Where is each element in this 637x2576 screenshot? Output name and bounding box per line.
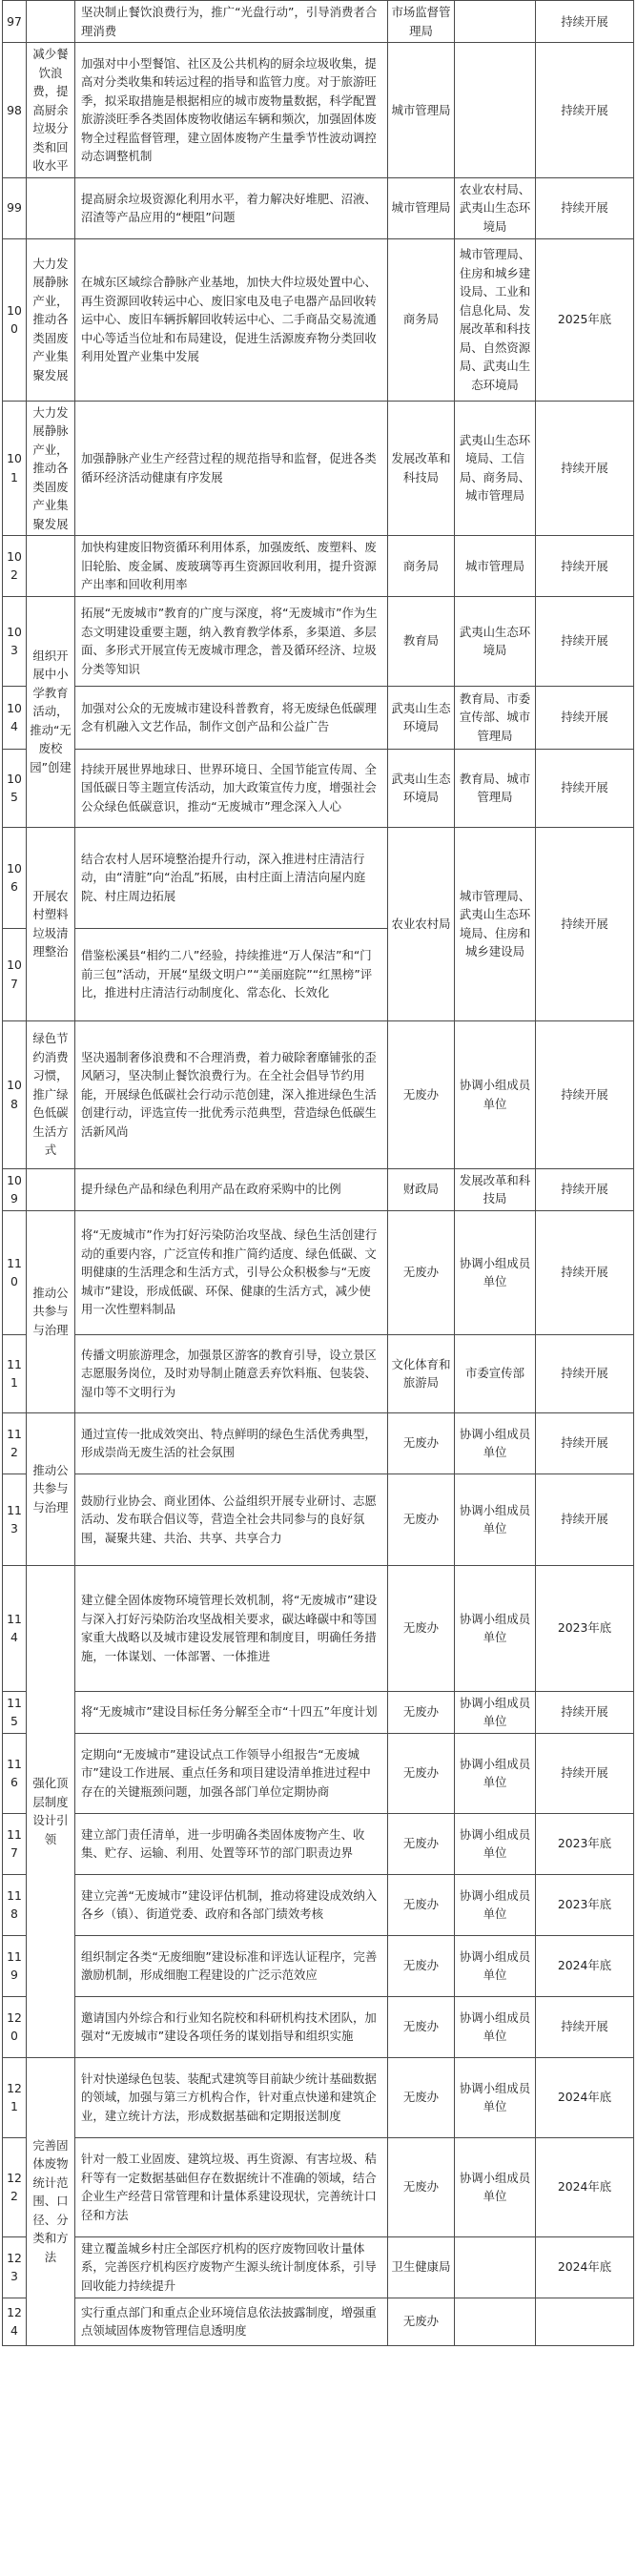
table-row (3, 2137, 634, 2236)
task-description: 借鉴松溪县“相约二八”经验，持续推进“万人保洁”和“门前三包”活动，开展“星级文明户”“美丽庭院”“红黑榜”评比，推进村庄清洁行动制度化、常态化、长效化 (75, 928, 388, 1020)
table-row (3, 686, 634, 749)
completion-time: 持续开展 (536, 1168, 634, 1210)
lead-department: 城市管理局 (388, 177, 455, 238)
lead-department: 无废办 (388, 1473, 455, 1565)
category-cell: 推动公共参与与治理 (27, 1412, 75, 1565)
task-description: 组织制定各类“无废细胞”建设标准和评选认证程序，完善激励机制，形成细胞工程建设的广泛示范效应 (75, 1935, 388, 1996)
category-cell: 完善固体废物统计范围、口径、分类和方法 (27, 2057, 75, 2345)
table-row (3, 536, 634, 597)
row-number: 117 (3, 1813, 27, 1874)
lead-department: 无废办 (388, 1996, 455, 2057)
task-description: 邀请国内外综合和行业知名院校和科研机构技术团队，加强对“无废城市”建设各项任务的谋划指导和组织实施 (75, 1996, 388, 2057)
lead-department: 武夷山生态环境局 (388, 686, 455, 749)
task-description: 针对一般工业固废、建筑垃圾、再生资源、有害垃圾、秸秆等有一定数据基础但存在数据统计不准确的领域，结合企业生产经营日常管理和计量体系建设现状，完善统计口径和方法 (75, 2137, 388, 2236)
lead-department: 农业农村局 (388, 827, 455, 1020)
task-description: 针对快递绿色包装、装配式建筑等目前缺少统计基础数据的领域，加强与第三方机构合作，针对重点快递和建筑企业，建立统计方法，形成数据基础和定期报送制度 (75, 2057, 388, 2137)
lead-department: 卫生健康局 (388, 2236, 455, 2298)
row-number: 102 (3, 536, 27, 597)
table-row (3, 43, 634, 178)
lead-department: 无废办 (388, 1565, 455, 1691)
row-number: 109 (3, 1168, 27, 1210)
category-cell: 强化顶层制度设计引领 (27, 1565, 75, 2057)
cooperating-departments: 城市管理局、住房和城乡建设局、工业和信息化局、发展改革和科技局、自然资源局、武夷山生态环境局 (455, 238, 536, 401)
table-row (3, 238, 634, 401)
table-row (3, 177, 634, 238)
lead-department: 商务局 (388, 238, 455, 401)
row-number: 97 (3, 1, 27, 43)
completion-time: 持续开展 (536, 749, 634, 827)
row-number: 122 (3, 2137, 27, 2236)
row-number: 119 (3, 1935, 27, 1996)
lead-department: 无废办 (388, 1691, 455, 1733)
category-cell: 大力发展静脉产业，推动各类固废产业集聚发展 (27, 238, 75, 401)
row-number: 103 (3, 596, 27, 686)
task-description: 在城东区域综合静脉产业基地，加快大件垃圾处置中心、再生资源回收转运中心、废旧家电及电子电器产品回收转运中心、废旧车辆拆解回收转运中心、二手商品交易流通中心等适当位址和布局建设，促进生活源废弃物分类回收利用处置产业集中发展 (75, 238, 388, 401)
row-number: 107 (3, 928, 27, 1020)
cooperating-departments (455, 2298, 536, 2345)
lead-department: 无废办 (388, 1412, 455, 1473)
completion-time: 2024年底 (536, 2236, 634, 2298)
completion-time: 持续开展 (536, 1691, 634, 1733)
cooperating-departments: 协调小组成员单位 (455, 1996, 536, 2057)
task-description: 坚决制止餐饮浪费行为，推广“光盘行动”，引导消费者合理消费 (75, 1, 388, 43)
task-description: 加强对中小型餐馆、社区及公共机构的厨余垃圾收集，提高对分类收集和转运过程的指导和监管力度。对于旅游旺季，拟采取措施是根据相应的城市废物量数据，科学配置旅游淡旺季各类固体废物收储运车辆和频次，加强固体废物全过程监督管理，建立固体废物产生量季节性波动调控动态调整机制 (75, 43, 388, 178)
row-number: 124 (3, 2298, 27, 2345)
table-row (3, 1020, 634, 1168)
cooperating-departments: 城市管理局 (455, 536, 536, 597)
cooperating-departments (455, 2236, 536, 2298)
completion-time: 2023年底 (536, 1813, 634, 1874)
row-number: 112 (3, 1412, 27, 1473)
task-description: 持续开展世界地球日、世界环境日、全国节能宣传周、全国低碳日等主题宣传活动，加大政策宣传力度，增强社会公众绿色低碳意识，推动“无废城市”理念深入人心 (75, 749, 388, 827)
completion-time: 持续开展 (536, 686, 634, 749)
cooperating-departments: 协调小组成员单位 (455, 1733, 536, 1813)
lead-department: 武夷山生态环境局 (388, 749, 455, 827)
lead-department: 财政局 (388, 1168, 455, 1210)
table-row (3, 2057, 634, 2137)
lead-department: 无废办 (388, 1813, 455, 1874)
category-cell (27, 1, 75, 43)
table-row (3, 1210, 634, 1334)
completion-time: 持续开展 (536, 1412, 634, 1473)
lead-department: 无废办 (388, 1210, 455, 1334)
task-table-grid (2, 0, 634, 2346)
table-row (3, 596, 634, 686)
category-cell: 推动公共参与与治理 (27, 1210, 75, 1412)
row-number: 111 (3, 1334, 27, 1412)
lead-department: 商务局 (388, 536, 455, 597)
table-row (3, 1, 634, 43)
completion-time: 持续开展 (536, 1020, 634, 1168)
cooperating-departments: 协调小组成员单位 (455, 1813, 536, 1874)
table-row (3, 1168, 634, 1210)
row-number: 100 (3, 238, 27, 401)
row-number: 120 (3, 1996, 27, 2057)
task-description: 加快构建废旧物资循环利用体系，加强废纸、废塑料、废旧轮胎、废金属、废玻璃等再生资源回收利用，提升资源产出率和回收利用率 (75, 536, 388, 597)
completion-time: 持续开展 (536, 1996, 634, 2057)
category-cell: 开展农村塑料垃圾清理整治 (27, 827, 75, 1020)
row-number: 106 (3, 827, 27, 928)
row-number: 123 (3, 2236, 27, 2298)
lead-department: 无废办 (388, 1874, 455, 1935)
completion-time: 持续开展 (536, 43, 634, 178)
completion-time: 持续开展 (536, 1, 634, 43)
task-description: 拓展“无废城市”教育的广度与深度，将“无废城市”作为生态文明建设重要主题，纳入教育教学体系，多渠道、多层面、多形式开展宣传无废城市理念，普及循环经济、垃圾分类等知识 (75, 596, 388, 686)
task-description: 提高厨余垃圾资源化利用水平，着力解决好堆肥、沼液、沼渣等产品应用的“梗阻”问题 (75, 177, 388, 238)
cooperating-departments: 协调小组成员单位 (455, 2057, 536, 2137)
lead-department: 无废办 (388, 2057, 455, 2137)
cooperating-departments (455, 1, 536, 43)
task-description: 建立完善“无废城市”建设评估机制，推动将建设成效纳入各乡（镇）、街道党委、政府和各部门绩效考核 (75, 1874, 388, 1935)
lead-department: 无废办 (388, 1020, 455, 1168)
cooperating-departments: 武夷山生态环境局、工信局、商务局、城市管理局 (455, 401, 536, 536)
table-row (3, 1813, 634, 1874)
row-number: 118 (3, 1874, 27, 1935)
cooperating-departments: 协调小组成员单位 (455, 1210, 536, 1334)
completion-time: 持续开展 (536, 1210, 634, 1334)
lead-department: 无废办 (388, 2137, 455, 2236)
lead-department: 市场监督管理局 (388, 1, 455, 43)
task-description: 传播文明旅游理念，加强景区游客的教育引导，设立景区志愿服务岗位，及时劝导制止随意丢弃饮料瓶、包装袋、湿巾等不文明行为 (75, 1334, 388, 1412)
completion-time: 持续开展 (536, 177, 634, 238)
completion-time: 持续开展 (536, 827, 634, 1020)
completion-time: 2024年底 (536, 2137, 634, 2236)
cooperating-departments: 协调小组成员单位 (455, 1874, 536, 1935)
lead-department: 无废办 (388, 1733, 455, 1813)
category-cell (27, 536, 75, 597)
row-number: 105 (3, 749, 27, 827)
completion-time: 持续开展 (536, 1473, 634, 1565)
table-row (3, 1996, 634, 2057)
completion-time: 2023年底 (536, 1874, 634, 1935)
row-number: 110 (3, 1210, 27, 1334)
cooperating-departments: 协调小组成员单位 (455, 1020, 536, 1168)
row-number: 115 (3, 1691, 27, 1733)
task-description: 定期向“无废城市”建设试点工作领导小组报告“无废城市”建设工作进展、重点任务和项目建设清单推进过程中存在的关键瓶颈问题，加强各部门单位定期协商 (75, 1733, 388, 1813)
table-row (3, 1565, 634, 1691)
task-description: 通过宣传一批成效突出、特点鲜明的绿色生活优秀典型，形成崇尚无废生活的社会氛围 (75, 1412, 388, 1473)
task-description: 建立覆盖城乡村庄全部医疗机构的医疗废物回收计量体系，完善医疗机构医疗废物产生源头统计制度体系，引导回收能力持续提升 (75, 2236, 388, 2298)
task-description: 结合农村人居环境整治提升行动，深入推进村庄清洁行动，由“清脏”向“治乱”拓展，由村庄面上清洁向屋内庭院、村庄周边拓展 (75, 827, 388, 928)
cooperating-departments: 协调小组成员单位 (455, 1565, 536, 1691)
lead-department: 无废办 (388, 1935, 455, 1996)
table-row (3, 827, 634, 928)
completion-time: 持续开展 (536, 536, 634, 597)
table-row (3, 1334, 634, 1412)
cooperating-departments: 发展改革和科技局 (455, 1168, 536, 1210)
lead-department: 城市管理局 (388, 43, 455, 178)
cooperating-departments: 协调小组成员单位 (455, 1412, 536, 1473)
task-description: 鼓励行业协会、商业团体、公益组织开展专业研讨、志愿活动、发布联合倡议等，营造全社会共同参与的良好氛围，凝聚共建、共治、共享、共享合力 (75, 1473, 388, 1565)
table-row (3, 2236, 634, 2298)
completion-time: 2025年底 (536, 238, 634, 401)
completion-time (536, 2298, 634, 2345)
completion-time: 2024年底 (536, 2057, 634, 2137)
task-description: 加强对公众的无废城市建设科普教育，将无废绿色低碳理念有机融入文艺作品，制作文创产品和公益广告 (75, 686, 388, 749)
task-description: 实行重点部门和重点企业环境信息依法披露制度，增强重点领域固体废物管理信息透明度 (75, 2298, 388, 2345)
lead-department: 发展改革和科技局 (388, 401, 455, 536)
task-description: 将“无废城市”建设目标任务分解至全市“十四五”年度计划 (75, 1691, 388, 1733)
cooperating-departments: 协调小组成员单位 (455, 1473, 536, 1565)
cooperating-departments: 协调小组成员单位 (455, 1691, 536, 1733)
table-row (3, 749, 634, 827)
category-cell: 大力发展静脉产业，推动各类固废产业集聚发展 (27, 401, 75, 536)
cooperating-departments (455, 43, 536, 178)
row-number: 113 (3, 1473, 27, 1565)
lead-department: 文化体育和旅游局 (388, 1334, 455, 1412)
category-cell: 组织开展中小学教育活动，推动“无废校园”创建 (27, 596, 75, 827)
category-cell (27, 177, 75, 238)
cooperating-departments: 市委宣传部 (455, 1334, 536, 1412)
task-description: 加强静脉产业生产经营过程的规范指导和监督，促进各类循环经济活动健康有序发展 (75, 401, 388, 536)
lead-department: 教育局 (388, 596, 455, 686)
cooperating-departments: 武夷山生态环境局 (455, 596, 536, 686)
row-number: 98 (3, 43, 27, 178)
table-row (3, 1733, 634, 1813)
table-row (3, 1412, 634, 1473)
task-table (2, 0, 634, 2346)
table-row (3, 1935, 634, 1996)
cooperating-departments: 协调小组成员单位 (455, 2137, 536, 2236)
row-number: 116 (3, 1733, 27, 1813)
row-number: 108 (3, 1020, 27, 1168)
category-cell: 减少餐饮浪费，提高厨余垃圾分类和回收水平 (27, 43, 75, 178)
task-description: 建立部门责任清单，进一步明确各类固体废物产生、收集、贮存、运输、利用、处置等环节的部门职责边界 (75, 1813, 388, 1874)
cooperating-departments: 协调小组成员单位 (455, 1935, 536, 1996)
table-row (3, 1691, 634, 1733)
table-row (3, 2298, 634, 2345)
cooperating-departments: 城市管理局、武夷山生态环境局、住房和城乡建设局 (455, 827, 536, 1020)
table-row (3, 1874, 634, 1935)
row-number: 104 (3, 686, 27, 749)
task-description: 将“无废城市”作为打好污染防治攻坚战、绿色生活创建行动的重要内容，广泛宣传和推广简约适度、绿色低碳、文明健康的生活理念和生活方式，引导公众积极参与“无废城市”建设，形成低碳、环保、健康的生活方式，减少使用一次性塑料制品 (75, 1210, 388, 1334)
completion-time: 持续开展 (536, 1334, 634, 1412)
completion-time: 持续开展 (536, 401, 634, 536)
task-description: 建立健全固体废物环境管理长效机制，将“无废城市”建设与深入打好污染防治攻坚战相关要求，碳达峰碳中和等国家重大战略以及城市建设发展管理和制度目，明确任务措施，一体谋划、一体部署、一体推进 (75, 1565, 388, 1691)
row-number: 114 (3, 1565, 27, 1691)
cooperating-departments: 农业农村局、武夷山生态环境局 (455, 177, 536, 238)
row-number: 121 (3, 2057, 27, 2137)
cooperating-departments: 教育局、市委宣传部、城市管理局 (455, 686, 536, 749)
table-row (3, 401, 634, 536)
completion-time: 持续开展 (536, 1733, 634, 1813)
completion-time: 2024年底 (536, 1935, 634, 1996)
category-cell: 绿色节约消费习惯，推广绿色低碳生活方式 (27, 1020, 75, 1168)
row-number: 101 (3, 401, 27, 536)
completion-time: 2023年底 (536, 1565, 634, 1691)
task-description: 坚决遏制奢侈浪费和不合理消费，着力破除奢靡铺张的歪风陋习，坚决制止餐饮浪费行为。在全社会倡导节约用能，开展绿色低碳社会行动示范创建，深入推进绿色生活创建行动，评选宣传一批优秀示范典型，营造绿色低碳生活新风尚 (75, 1020, 388, 1168)
row-number: 99 (3, 177, 27, 238)
cooperating-departments: 教育局、城市管理局 (455, 749, 536, 827)
category-cell (27, 1168, 75, 1210)
completion-time: 持续开展 (536, 596, 634, 686)
task-description: 提升绿色产品和绿色利用产品在政府采购中的比例 (75, 1168, 388, 1210)
table-row (3, 1473, 634, 1565)
lead-department: 无废办 (388, 2298, 455, 2345)
